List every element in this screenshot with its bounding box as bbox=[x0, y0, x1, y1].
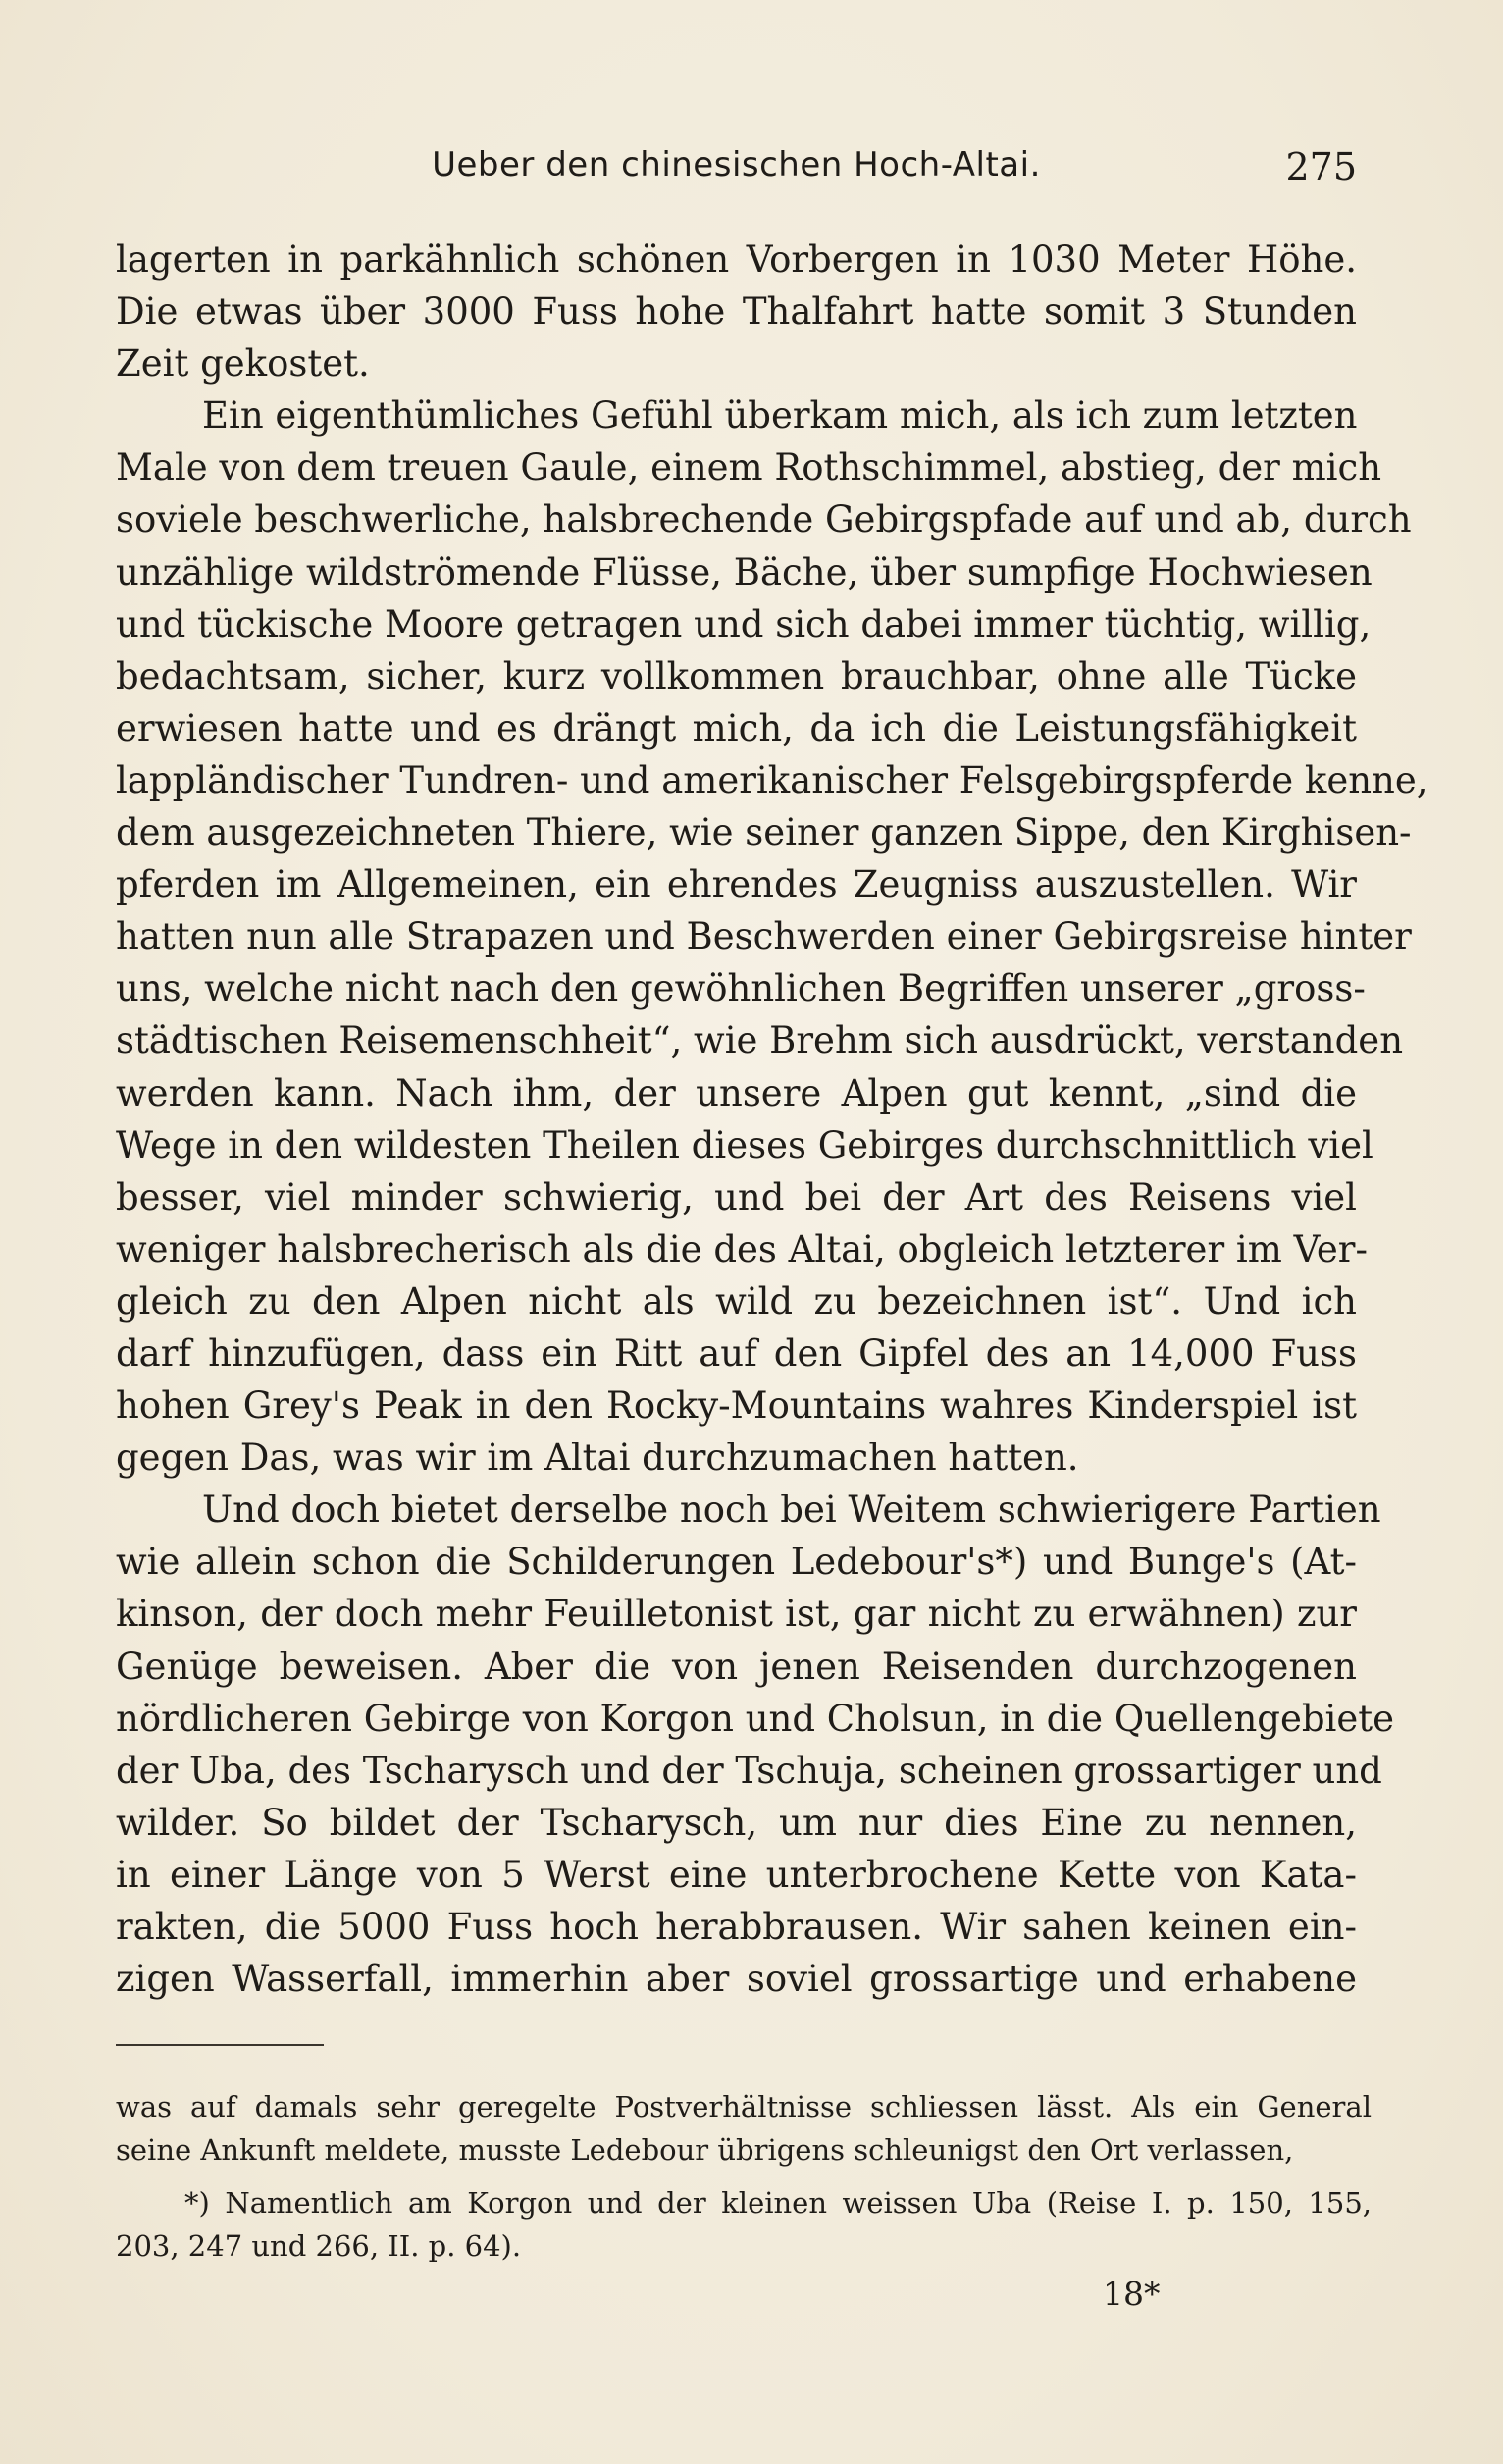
text-line: pferden im Allgemeinen, ein ehrendes Zeugniss auszustellen. Wir bbox=[116, 864, 1357, 907]
text-line: Und doch bietet derselbe noch bei Weitem schwierigere Partien bbox=[202, 1489, 1381, 1532]
text-line: kinson, der doch mehr Feuilletonist ist, gar nicht zu erwähnen) zur bbox=[116, 1593, 1357, 1636]
footnote-line: *) Namentlich am Korgon und der kleinen weissen Uba (Reise I. p. 150, 155, bbox=[184, 2186, 1372, 2220]
text-line: soviele beschwerliche, halsbrechende Gebirgspfade auf und ab, durch bbox=[116, 498, 1412, 542]
footnote-line: 203, 247 und 266, II. p. 64). bbox=[116, 2229, 522, 2263]
text-line: wie allein schon die Schilderungen Ledebour's*) und Bunge's (At- bbox=[116, 1541, 1357, 1584]
page-header bbox=[116, 145, 1357, 194]
text-line: weniger halsbrecherisch als die des Altai, obgleich letzterer im Ver- bbox=[116, 1228, 1368, 1271]
text-line: zigen Wasserfall, immerhin aber soviel grossartige und erhabene bbox=[116, 1958, 1357, 2001]
text-line: nördlicheren Gebirge von Korgon und Cholsun, in die Quellengebiete bbox=[116, 1697, 1395, 1740]
text-line: wilder. So bildet der Tscharysch, um nur dies Eine zu nennen, bbox=[116, 1801, 1357, 1844]
text-line: unzählige wildströmende Flüsse, Bäche, über sumpfige Hochwiesen bbox=[116, 550, 1373, 594]
text-line: lagerten in parkähnlich schönen Vorbergen in 1030 Meter Höhe. bbox=[116, 238, 1357, 281]
running-title: Ueber den chinesischen Hoch-Altai. bbox=[432, 145, 1041, 184]
text-line: bedachtsam, sicher, kurz vollkommen brauchbar, ohne alle Tücke bbox=[116, 655, 1357, 698]
text-line: städtischen Reisemenschheit“, wie Brehm sich ausdrückt, verstanden bbox=[116, 1020, 1404, 1063]
text-line: dem ausgezeichneten Thiere, wie seiner ganzen Sippe, den Kirghisen- bbox=[116, 812, 1412, 855]
text-line: uns, welche nicht nach den gewöhnlichen Begriffen unserer „gross- bbox=[116, 968, 1366, 1011]
text-line: und tückische Moore getragen und sich dabei immer tüchtig, willig, bbox=[116, 603, 1372, 646]
signature-mark: 18* bbox=[1103, 2275, 1161, 2313]
text-line: Die etwas über 3000 Fuss hohe Thalfahrt hatte somit 3 Stunden bbox=[116, 290, 1357, 334]
footnote-divider bbox=[116, 2044, 324, 2046]
text-line: erwiesen hatte und es drängt mich, da ich die Leistungsfähigkeit bbox=[116, 707, 1357, 750]
text-line: Zeit gekostet. bbox=[116, 342, 370, 386]
text-line: Wege in den wildesten Theilen dieses Gebirges durchschnittlich viel bbox=[116, 1124, 1373, 1167]
text-line: Genüge beweisen. Aber die von jenen Reisenden durchzogenen bbox=[116, 1645, 1357, 1688]
text-line: in einer Länge von 5 Werst eine unterbrochene Kette von Kata- bbox=[116, 1853, 1357, 1896]
text-line: besser, viel minder schwierig, und bei der Art des Reisens viel bbox=[116, 1176, 1357, 1219]
footnote-line: seine Ankunft meldete, musste Ledebour übrigens schleunigst den Ort verlassen, bbox=[116, 2133, 1294, 2167]
text-line: Male von dem treuen Gaule, einem Rothschimmel, abstieg, der mich bbox=[116, 446, 1382, 490]
body-text bbox=[116, 234, 1428, 2005]
text-line: lappländischer Tundren- und amerikanischer Felsgebirgspferde kenne, bbox=[116, 759, 1428, 802]
text-line: der Uba, des Tscharysch und der Tschuja, scheinen grossartiger und bbox=[116, 1749, 1382, 1792]
footnote-line: was auf damals sehr geregelte Postverhältnisse schliessen lässt. Als ein General bbox=[116, 2090, 1372, 2123]
text-line: werden kann. Nach ihm, der unsere Alpen gut kennt, „sind die bbox=[116, 1072, 1357, 1115]
text-line: gegen Das, was wir im Altai durchzumachen hatten. bbox=[116, 1437, 1079, 1480]
text-line: darf hinzufügen, dass ein Ritt auf den Gipfel des an 14,000 Fuss bbox=[116, 1332, 1357, 1375]
text-line: Ein eigenthümliches Gefühl überkam mich, als ich zum letzten bbox=[202, 394, 1358, 438]
text-line: hohen Grey's Peak in den Rocky-Mountains wahres Kinderspiel ist bbox=[116, 1385, 1357, 1428]
text-line: gleich zu den Alpen nicht als wild zu bezeichnen ist“. Und ich bbox=[116, 1280, 1357, 1323]
text-line: rakten, die 5000 Fuss hoch herabbrausen. Wir sahen keinen ein- bbox=[116, 1906, 1357, 1948]
text-line: hatten nun alle Strapazen und Beschwerden einer Gebirgsreise hinter bbox=[116, 916, 1412, 959]
footnotes bbox=[116, 2085, 1372, 2268]
page-number: 275 bbox=[1285, 145, 1357, 188]
